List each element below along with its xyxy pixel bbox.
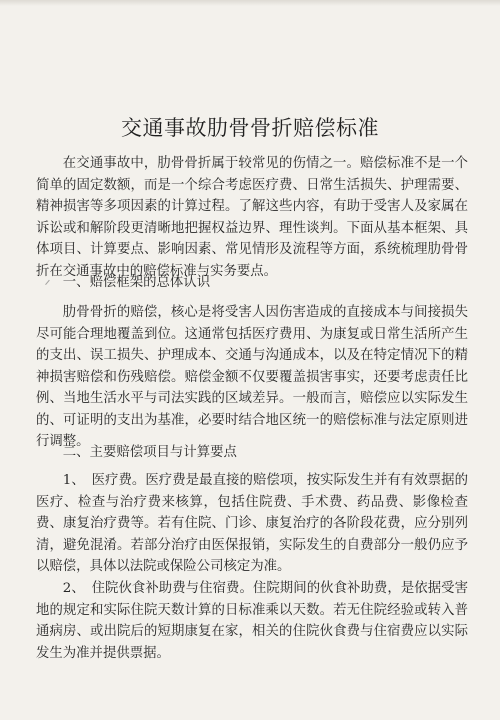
section-heading-framework: 一、赔偿框架的总体认识 [62,275,211,290]
section-heading-items: 二、主要赔偿项目与计算要点 [62,445,237,460]
item-medical-fees: 1、 医疗费。医疗费是最直接的赔偿项，按实际发生并有有效票据的医疗、检查与治疗费来核算，包括住院费、手术费、药品费、影像检查费、康复治疗费等。若有住院、门诊、康复治疗的各阶段花费，应分别列清，避免混淆。若部分治疗由医保报销，实际发生的自费部分一般仍应予以赔偿，具体以法院或保险公司核定为准。 [36,473,468,574]
document-title: 交通事故肋骨骨折赔偿标准 [121,116,379,140]
item-hospital-meal-lodging: 2、 住院伙食补助费与住宿费。住院期间的伙食补助费，是依据受害地的规定和实际住院天数计算的日标准乘以天数。若无住院经验或转入普通病房、或出院后的短期康复在家，相关的住院伙食费与住宿费应以实际发生为准并提供票据。 [36,581,468,661]
section-framework-paragraph: 肋骨骨折的赔偿，核心是将受害人因伤害造成的直接成本与间接损失尽可能合理地覆盖到位。这通常包括医疗费用、为康复或日常生活所产生的支出、误工损失、护理成本、交通与沟通成本，以及在特定情况下的精神损害赔偿和伤残赔偿。赔偿金额不仅要覆盖损害事实，还要考虑责任比例、当地生活水平与司法实践的区域差异。一般而言，赔偿应以实际发生的、可证明的支出为基准，必要时结合地区统一的赔偿标准与法定原则进行调整。 [36,305,468,449]
intro-paragraph: 在交通事故中，肋骨骨折属于较常见的伤情之一。赔偿标准不是一个简单的固定数额，而是一个综合考虑医疗费、日常生活损失、护理需要、精神损害等多项因素的计算过程。了解这些内容，有助于受害人及家属在诉讼或和解阶段更清晰地把握权益边界、理性谈判。下面从基本框架、具体项目、计算要点、影响因素、常见情形及流程等方面，系统梳理肋骨骨折在交通事故中的赔偿标准与实务要点。 [36,156,468,279]
